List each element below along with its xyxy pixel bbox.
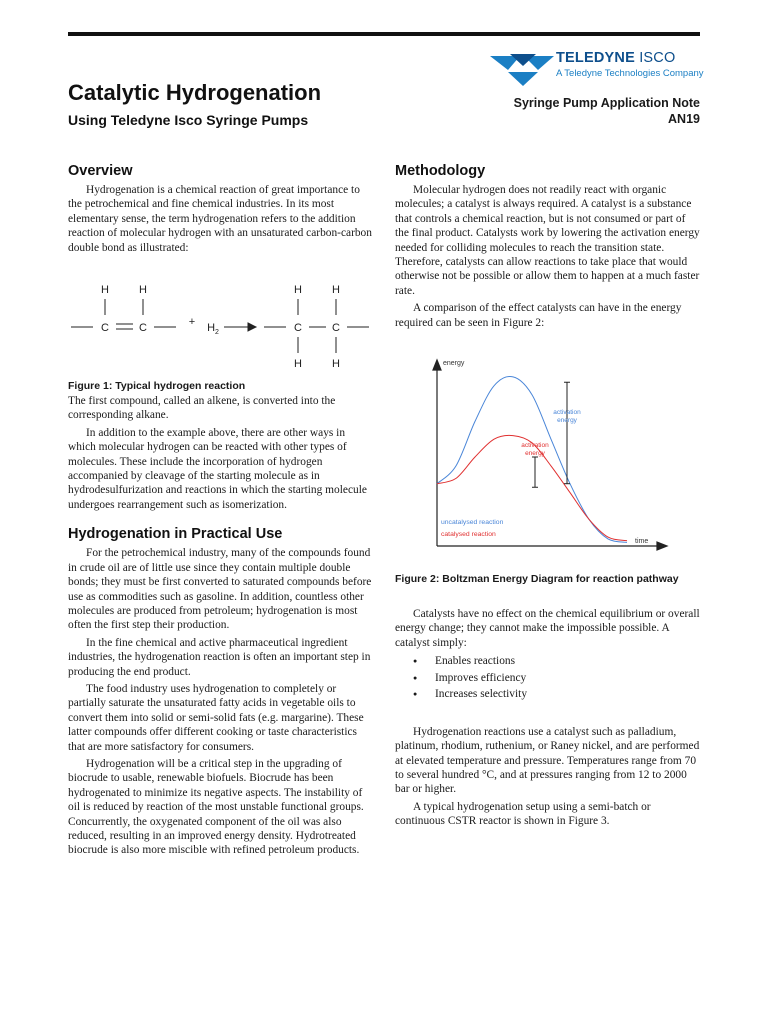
atom-h: H xyxy=(332,358,340,370)
plus-sign: + xyxy=(188,316,196,329)
atom-h: H xyxy=(294,284,302,297)
atom-c: C xyxy=(139,322,147,335)
alkene-paragraph: The first compound, called an alkene, is converted into the corresponding alkane. xyxy=(68,395,336,422)
catalysed-annotation: activation energy xyxy=(521,442,549,458)
x-axis-arrow-icon xyxy=(657,542,667,550)
figure2-caption: Figure 2: Boltzman Energy Diagram for reaction pathway xyxy=(395,573,679,586)
brand-block xyxy=(556,50,704,79)
y-axis-arrow-icon xyxy=(433,360,441,370)
methodology-heading: Methodology xyxy=(395,163,486,179)
catalyst-conditions-paragraph: Hydrogenation reactions use a catalyst such as palladium, platinum, rhodium, ruthenium, or Raney nickel, and are performed at elevated temperature and pressure. Temperatures range from 70 to several hundred °C, and at pressures ranging from 12 to 2000 bar or higher. xyxy=(395,725,700,796)
catalyst-bullet-list xyxy=(413,653,700,703)
catalysts-paragraph: Catalysts have no effect on the chemical equilibrium or overall energy change; they cannot make the impossible possible. A catalyst simply: xyxy=(395,608,700,649)
left-column xyxy=(68,163,373,861)
atom-c: C xyxy=(101,322,109,335)
other-ways-paragraph: In addition to the example above, there are other ways in which molecular hydrogen can be reacted with other types of molecules. These include the incorporation of hydrogen accompanied by cleavage of the starting molecule as in hydrodesulfurization and reactions in which the starting molecule undergoes rearrangement such as isomerization. xyxy=(68,426,367,511)
list-item: ● Enables reactions xyxy=(413,653,700,670)
list-item: ● Increases selectivity xyxy=(413,686,700,703)
atom-c: C xyxy=(332,322,340,335)
figure1-caption: Figure 1: Typical hydrogen reaction xyxy=(68,380,246,393)
list-item: ● Improves efficiency xyxy=(413,670,700,687)
header-rule xyxy=(68,32,700,36)
biocrude-paragraph: Hydrogenation will be a critical step in the upgrading of biocrude to usable, renewable biofuels. Biocrude has been hydrogenated to minimize its negative aspects. The instability of oil is reduced by reaction of the most unstable functional groups. Concurrently, the oxygenated component of the oil was also reduced, resulting in an improved energy density. Hydrotreated biocrude is also more miscible with refined petroleum products. xyxy=(68,757,364,857)
methodology-paragraph: Molecular hydrogen does not readily react with organic molecules; a catalyst is always required. A catalyst is a substance that controls a chemical reaction, but is not consumed or part of the final product. Catalysts work by lowering the activation energy needed for colliding molecules to reach the transition state. Therefore, catalysts can allow reactions to take place that would otherwise not be possible or allow them to happen at a much faster rate. xyxy=(395,184,700,297)
overview-paragraph: Hydrogenation is a chemical reaction of great importance to the petrochemical and fine chemical industries. In its most elementary sense, the term hydrogenation refers to the addition reaction of molecular hydrogen with an unsaturated carbon-carbon double bond as illustrated: xyxy=(68,184,372,254)
right-column xyxy=(395,163,700,832)
atom-h: H xyxy=(294,358,302,370)
atom-h: H xyxy=(139,284,147,297)
figure1-reaction-diagram xyxy=(68,269,373,369)
legend-catalysed: catalysed reaction xyxy=(441,531,496,539)
comparison-paragraph: A comparison of the effect catalysts can have in the energy required can be seen in Figure 2: xyxy=(395,302,682,329)
energy-diagram-chart xyxy=(395,352,685,562)
food-industry-paragraph: The food industry uses hydrogenation to completely or partially saturate the unsaturated fatty acids in vegetable oils to convert them into solid or semi-solid fats (e.g. margarine). These latter compounds offer different cooking or taste characteristics that are more satisfactory for consumers. xyxy=(68,682,364,753)
brand-name xyxy=(556,50,704,66)
application-note-number: AN19 xyxy=(668,112,700,126)
practical-use-heading: Hydrogenation in Practical Use xyxy=(68,526,283,543)
hydrogen-molecule: $H_2$ xyxy=(207,322,219,337)
atom-h: H xyxy=(101,284,109,297)
application-note-label: Syringe Pump Application Note xyxy=(513,96,700,110)
legend-uncatalysed: uncatalysed reaction xyxy=(441,519,504,527)
overview-heading: Overview xyxy=(68,163,133,179)
page-subtitle: Using Teledyne Isco Syringe Pumps xyxy=(68,112,309,128)
catalysed-activation-bracket xyxy=(532,457,538,487)
x-axis-label: time xyxy=(635,538,649,546)
brand-tagline: A Teledyne Technologies Company xyxy=(556,68,704,79)
atom-h: H xyxy=(332,284,340,297)
atom-c: C xyxy=(294,322,302,335)
setup-paragraph: A typical hydrogenation setup using a semi-batch or continuous CSTR reactor is shown in Figure 3. xyxy=(395,800,651,828)
y-axis-label: energy xyxy=(443,360,465,368)
brand-sub: ISCO xyxy=(639,50,676,66)
fine-chemical-paragraph: In the fine chemical and active pharmaceutical ingredient industries, the hydrogenation reaction is often an important step in producing the end product. xyxy=(68,636,371,678)
uncatalysed-activation-bracket xyxy=(564,382,570,483)
uncatalysed-annotation: activation energy xyxy=(553,409,581,425)
uncatalysed-series-line xyxy=(437,377,627,543)
page-title: Catalytic Hydrogenation xyxy=(68,80,322,105)
petrochemical-paragraph: For the petrochemical industry, many of the compounds found in crude oil are of little use since they contain multiple double bonds; they must be first converted to saturated compounds before use as commodities such as gasoline. In addition, countless other molecules are produced from petroleum; hydrogenation is most often the first step their production. xyxy=(68,547,372,632)
brand-main: TELEDYNE xyxy=(556,50,635,66)
